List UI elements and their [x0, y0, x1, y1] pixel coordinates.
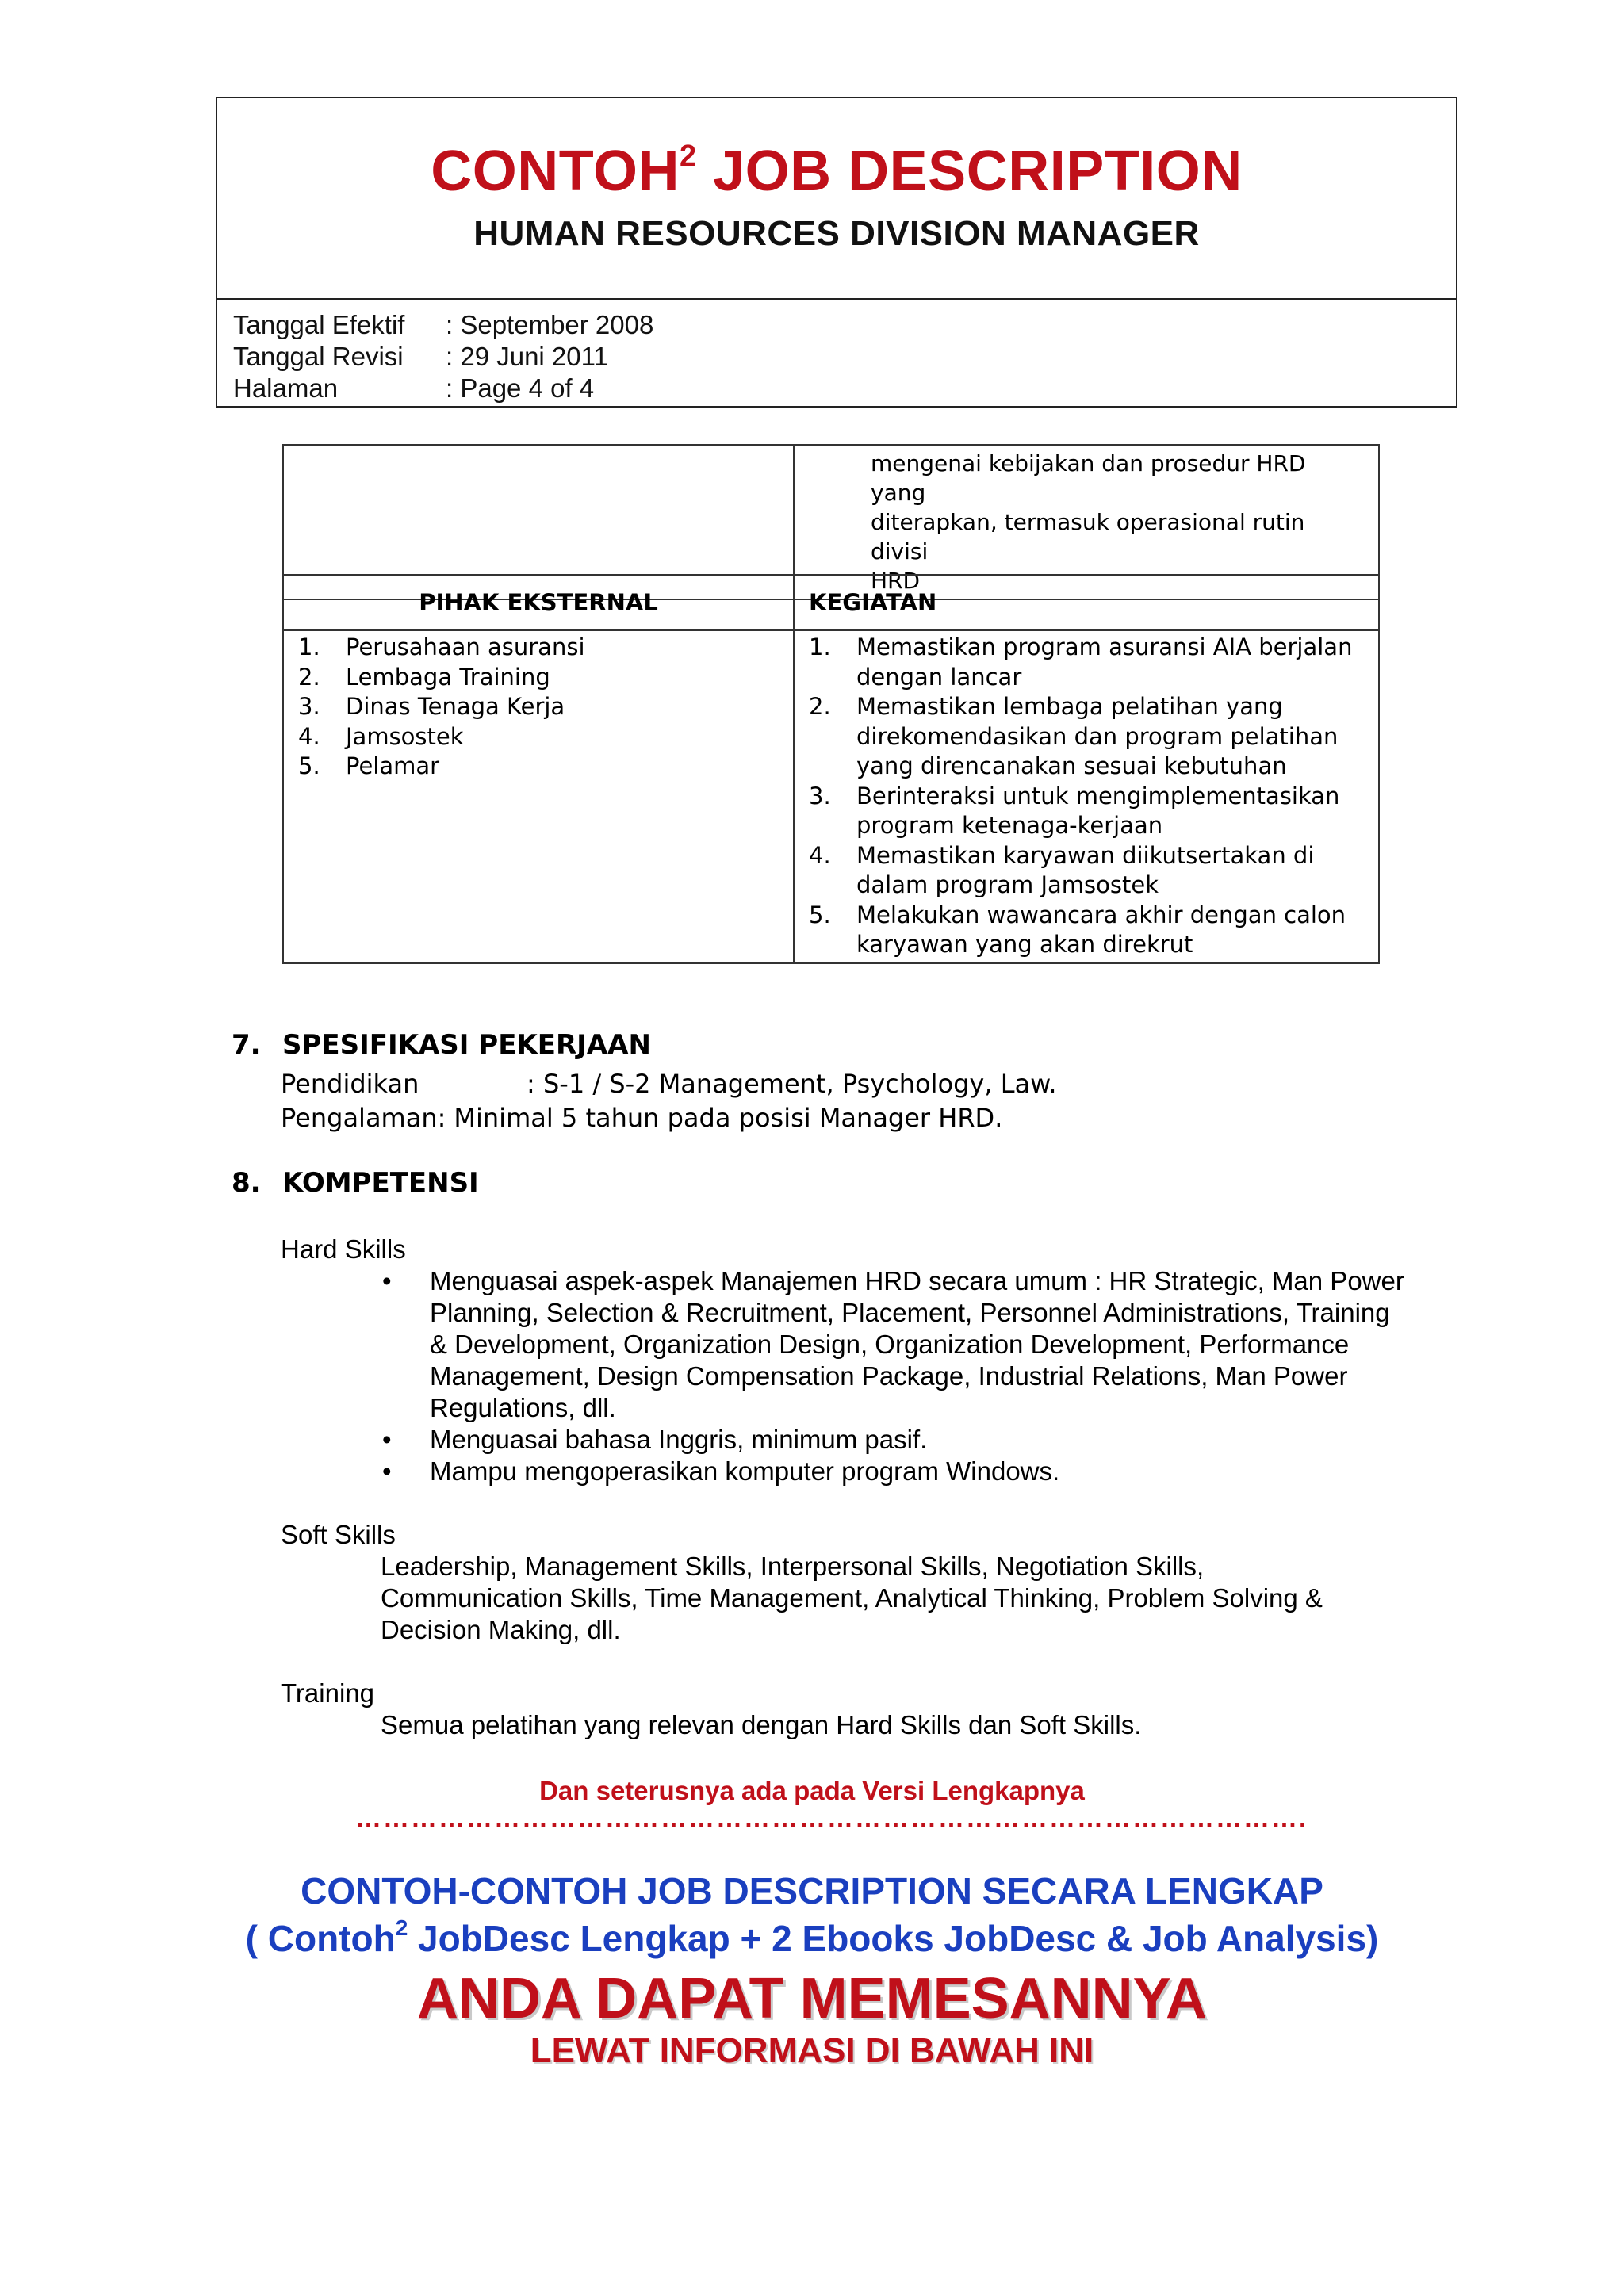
promo-order-call: ANDA DAPAT MEMESANNYA [416, 1967, 1208, 2030]
list-item [809, 633, 1365, 692]
section-number: 7. [232, 1029, 261, 1061]
meta-value: : September 2008 [446, 310, 654, 339]
header-activity: KEGIATAN [794, 575, 1379, 630]
external-party-list [284, 631, 793, 782]
meta-row-revision-date [233, 341, 1456, 373]
spec-row-education [281, 1067, 1057, 1101]
training-title: Training [281, 1678, 374, 1708]
list-number: 2. [298, 663, 320, 691]
continuation-line: mengenai kebijakan dan prosedur HRD yang [871, 450, 1306, 506]
document-meta [217, 300, 1456, 404]
continuation-line: diterapkan, termasuk operasional rutin divisi [871, 509, 1305, 564]
document-header [216, 97, 1457, 408]
document-subtitle: HUMAN RESOURCES DIVISION MANAGER [473, 214, 1200, 253]
continuation-line: HRD [871, 568, 921, 594]
section-title: KOMPETENSI [282, 1167, 479, 1199]
list-number: 4. [298, 722, 320, 750]
list-number: 3. [809, 782, 831, 809]
bullet-icon: • [382, 1425, 392, 1454]
meta-value: : Page 4 of 4 [446, 373, 595, 403]
meta-row-page [233, 373, 1456, 404]
list-item [298, 633, 793, 663]
bullet-icon: • [382, 1456, 392, 1486]
list-text: Lembaga Training [346, 663, 550, 691]
list-item [298, 722, 793, 752]
dotted-separator: …………………………………………………………………………………………. [355, 1803, 1308, 1832]
meta-label: Tanggal Revisi [233, 342, 404, 371]
external-party-cell [283, 630, 794, 963]
spec-label: Pengalaman: [281, 1103, 446, 1133]
list-number: 5. [809, 901, 831, 928]
more-in-full-version-note: Dan seterusnya ada pada Versi Lengkapnya [539, 1776, 1085, 1805]
soft-skills-text: Leadership, Management Skills, Interpersonal Skills, Negotiation Skills, Communication Skills, Time Management, Analytical Thinking, Problem Solving & Decision Making, dll. [381, 1552, 1323, 1644]
list-number: 3. [298, 693, 320, 720]
promo-superscript: 2 [395, 1915, 408, 1940]
list-item [809, 782, 1365, 841]
list-number: 1. [298, 633, 320, 660]
meta-label: Halaman [233, 373, 339, 403]
promo-info-line: LEWAT INFORMASI DI BAWAH INI [530, 2031, 1094, 2070]
list-text: Jamsostek [346, 722, 464, 750]
promo-subheading [0, 1917, 1624, 1960]
spec-row-experience [281, 1101, 1057, 1135]
title-superscript: 2 [679, 140, 697, 173]
training-text: Semua pelatihan yang relevan dengan Hard Skills dan Soft Skills. [381, 1710, 1142, 1739]
list-item [379, 1265, 1454, 1424]
list-text: Melakukan wawancara akhir dengan calon karyawan yang akan direkrut [856, 901, 1346, 958]
title-text-post: JOB DESCRIPTION [696, 140, 1243, 203]
spec-label: Pendidikan [281, 1069, 419, 1099]
job-specification [281, 1067, 1057, 1135]
activity-cell [794, 630, 1379, 963]
list-item [809, 692, 1365, 782]
spec-value: Minimal 5 tahun pada posisi Manager HRD. [454, 1103, 1003, 1133]
section-title: SPESIFIKASI PEKERJAAN [282, 1029, 651, 1061]
list-item [809, 901, 1365, 960]
meta-value: : 29 Juni 2011 [446, 342, 608, 371]
list-item [379, 1456, 1454, 1487]
bullet-icon: • [382, 1266, 392, 1295]
meta-label: Tanggal Efektif [233, 310, 405, 339]
list-text: Menguasai bahasa Inggris, minimum pasif. [430, 1425, 928, 1454]
list-item [379, 1424, 1454, 1456]
title-text-pre: CONTOH [431, 140, 680, 203]
header-title-area [217, 98, 1456, 300]
meta-row-effective-date [233, 309, 1456, 341]
document-title [217, 98, 1456, 203]
promo-heading: CONTOH-CONTOH JOB DESCRIPTION SECARA LENGKAP [301, 1870, 1323, 1911]
list-number: 1. [809, 633, 831, 660]
spec-value: : S-1 / S-2 Management, Psychology, Law. [527, 1069, 1057, 1099]
list-number: 2. [809, 693, 831, 720]
list-number: 4. [809, 841, 831, 869]
section-7-heading [232, 1029, 651, 1061]
list-item [298, 692, 793, 722]
external-parties-table [282, 574, 1380, 964]
soft-skills-title: Soft Skills [281, 1520, 396, 1549]
list-text: Menguasai aspek-aspek Manajemen HRD secara umum : HR Strategic, Man Power Planning, Selection & Recruitment, Placement, Personnel Administrations, Training & Development, Organization Design, Organization Development, Performance Management, Design Compensation Package, Industrial Relations, Man Power Regulations, dll. [430, 1266, 1404, 1422]
list-text: Memastikan karyawan diikutsertakan di dalam program Jamsostek [856, 841, 1315, 898]
list-text: Berinteraksi untuk mengimplementasikan program ketenaga-kerjaan [856, 782, 1340, 839]
list-text: Memastikan program asuransi AIA berjalan dengan lancar [856, 633, 1353, 691]
list-text: Pelamar [346, 752, 440, 779]
promo-text-pre: ( Contoh [245, 1918, 396, 1959]
hard-skills-title: Hard Skills [281, 1234, 406, 1264]
hard-skills-list [379, 1265, 1454, 1487]
list-item [298, 663, 793, 693]
list-text: Perusahaan asuransi [346, 633, 585, 660]
activity-list [795, 631, 1378, 960]
list-text: Mampu mengoperasikan komputer program Windows. [430, 1456, 1060, 1486]
list-text: Memastikan lembaga pelatihan yang direkomendasikan dan program pelatihan yang direncanakan sesuai kebutuhan [856, 693, 1339, 779]
list-item [809, 841, 1365, 901]
list-text: Dinas Tenaga Kerja [346, 693, 565, 720]
header-external-party: PIHAK EKSTERNAL [283, 575, 794, 630]
competency-content [281, 1234, 1454, 1741]
section-number: 8. [232, 1167, 261, 1199]
list-item [298, 752, 793, 782]
list-number: 5. [298, 752, 320, 779]
promo-text-post: JobDesc Lengkap + 2 Ebooks JobDesc & Job Analysis) [408, 1918, 1379, 1959]
section-8-heading [232, 1167, 479, 1199]
